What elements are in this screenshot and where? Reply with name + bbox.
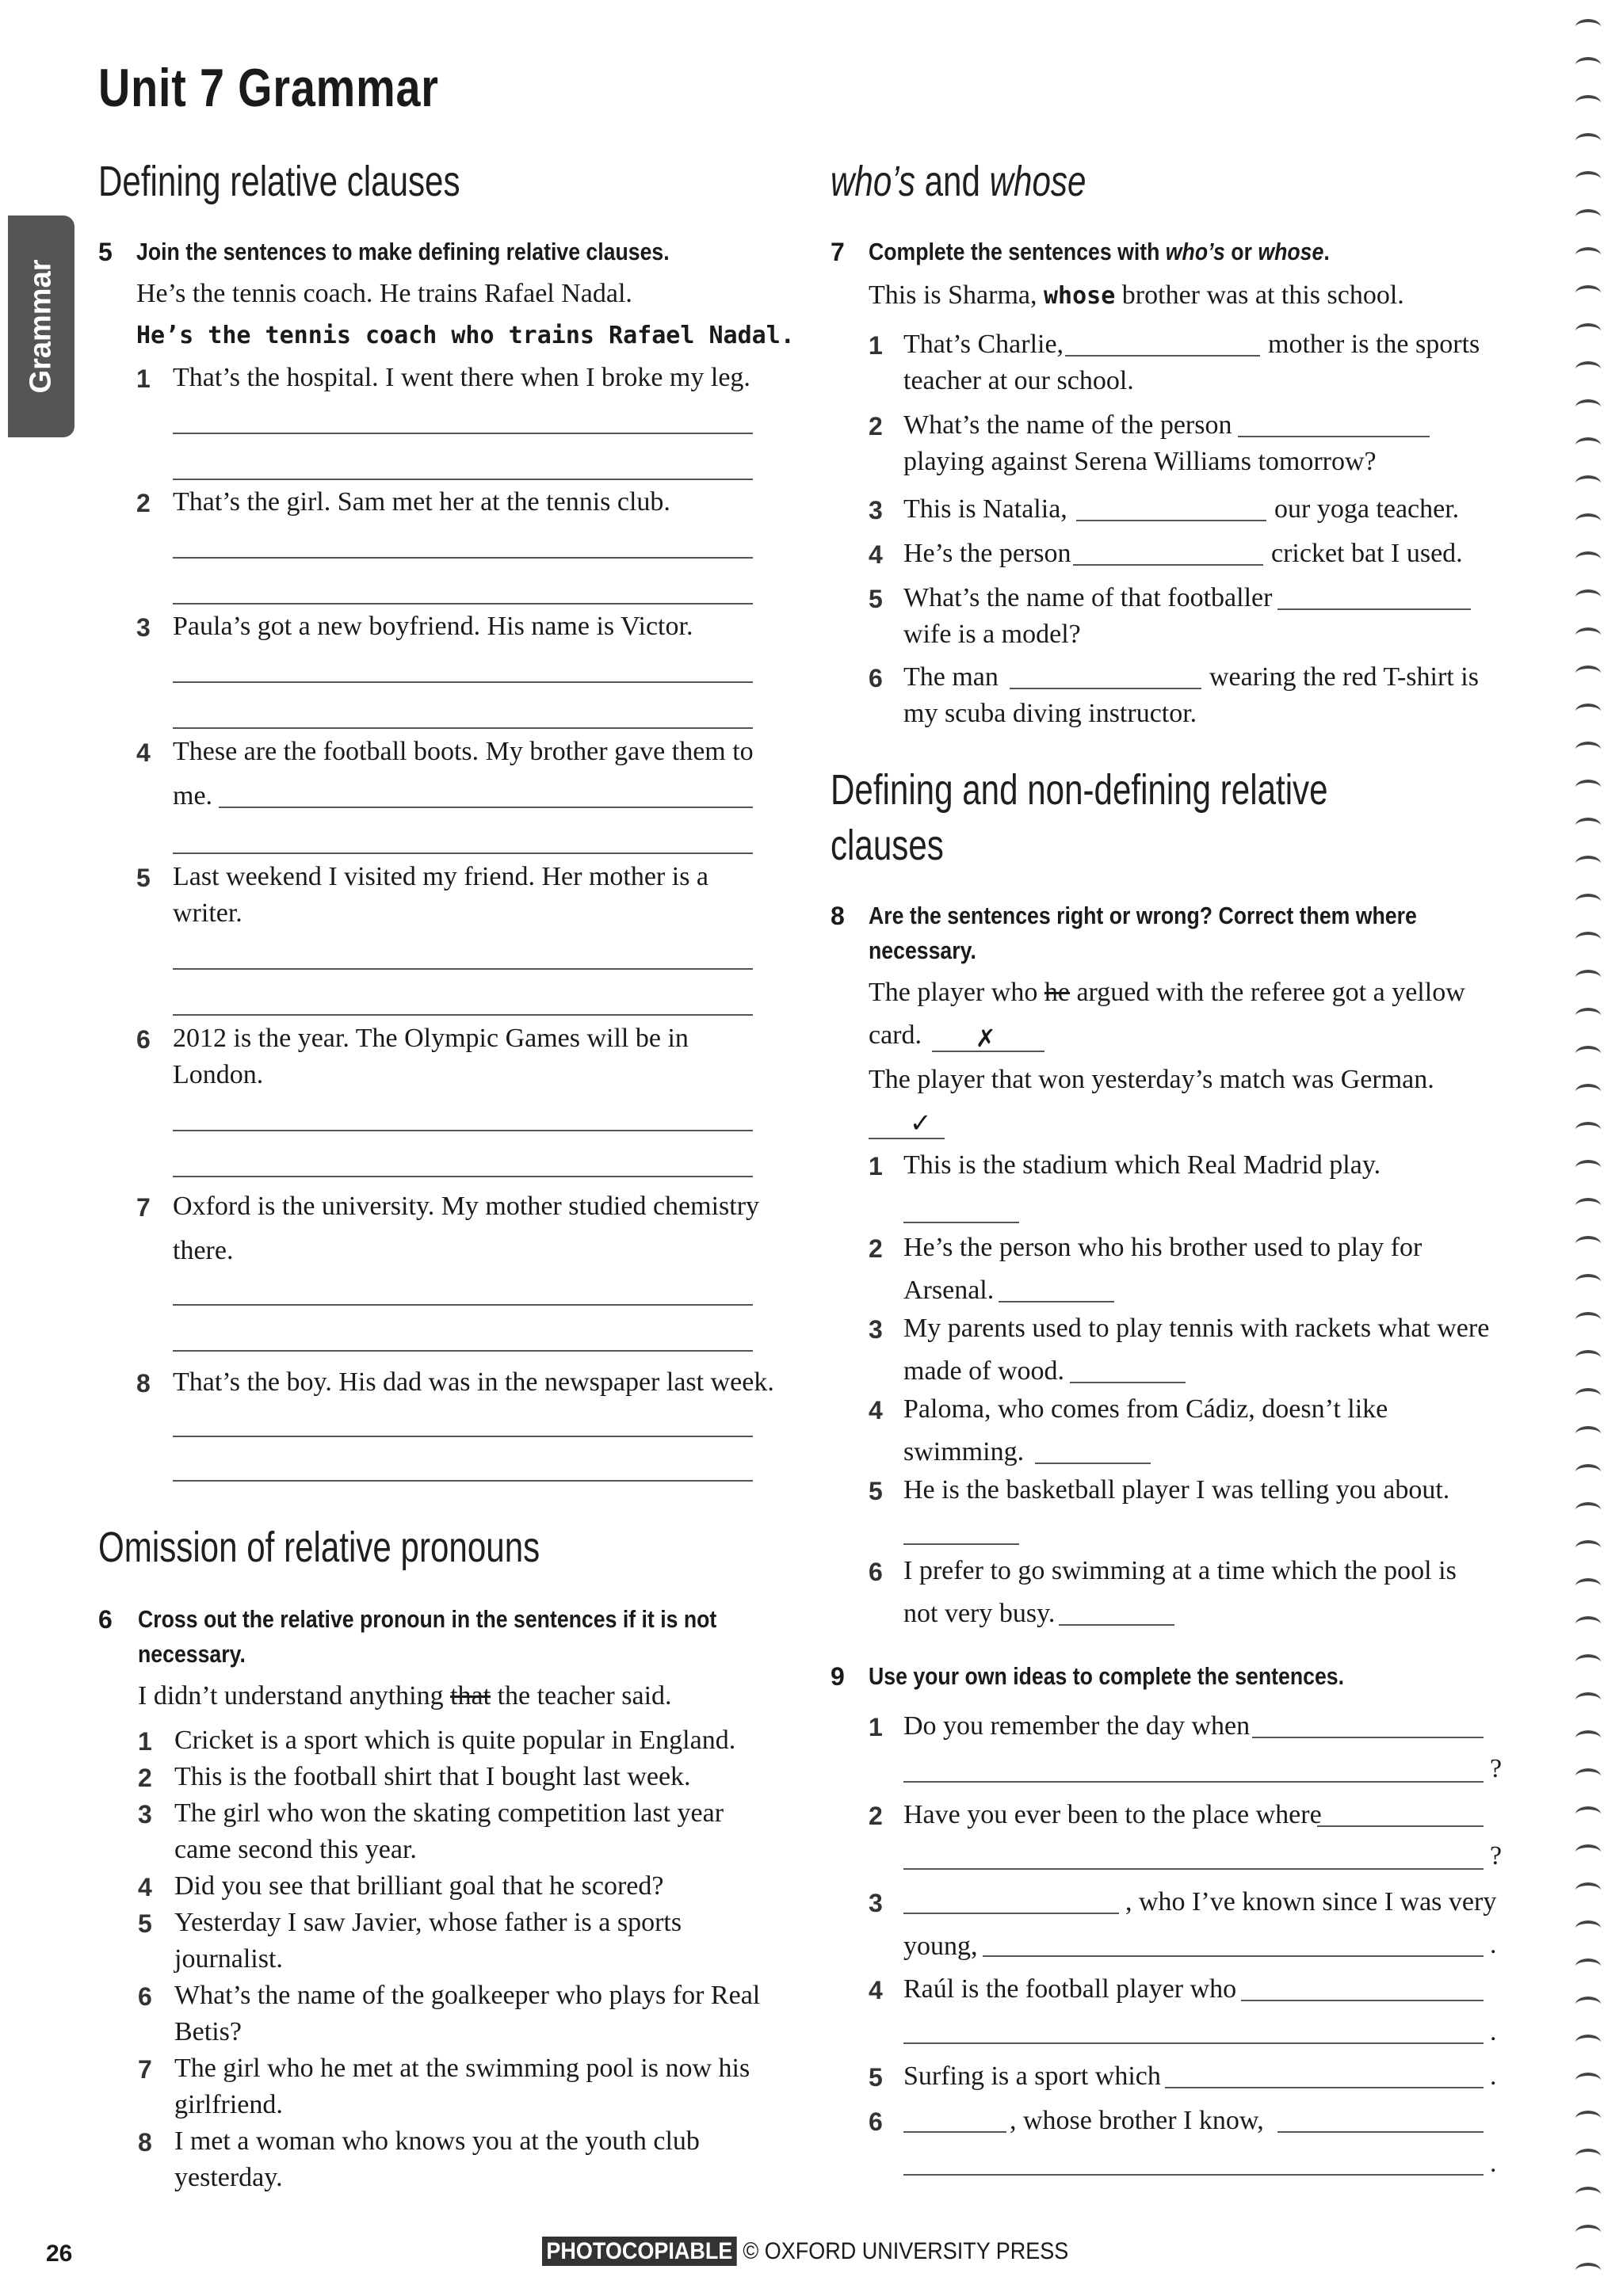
item-number: 6	[136, 1025, 151, 1054]
spiral-ring	[1575, 1312, 1601, 1328]
spiral-ring	[1575, 1882, 1601, 1898]
item-text: Do you remember the day when	[903, 1711, 1251, 1741]
exercise-6-example	[138, 1678, 672, 1714]
item-number: 2	[869, 1802, 883, 1830]
item-text: teacher at our school.	[903, 366, 1134, 395]
exercise-8-instruction-2: necessary.	[869, 936, 976, 964]
title-part: and	[915, 158, 990, 205]
answer-line[interactable]	[1065, 355, 1260, 357]
item-number: 2	[138, 1764, 152, 1792]
item-text: our yoga teacher.	[1274, 494, 1460, 524]
item-text: there.	[173, 1236, 234, 1265]
item-text: Paloma, who comes from Cádiz, doesn’t like	[903, 1394, 1388, 1424]
spiral-ring	[1575, 704, 1601, 719]
title-part: whose	[989, 158, 1086, 205]
example-text: the teacher said.	[491, 1681, 672, 1711]
section-title-defining-nondefining-2: clauses	[831, 822, 944, 869]
spiral-ring	[1575, 1730, 1601, 1746]
item-number: 5	[869, 2063, 883, 2092]
answer-line[interactable]	[173, 1350, 753, 1352]
answer-line[interactable]	[173, 1014, 753, 1016]
answer-line[interactable]	[173, 433, 753, 434]
spiral-ring	[1575, 1122, 1601, 1138]
item-text: Arsenal.	[903, 1276, 995, 1305]
item-text: , whose brother I know,	[1010, 2106, 1264, 2135]
answer-line[interactable]	[173, 557, 753, 559]
answer-line[interactable]	[903, 1868, 1484, 1870]
spiral-ring	[1575, 780, 1601, 795]
answer-line[interactable]	[903, 2042, 1484, 2044]
instruction-part: .	[1323, 238, 1330, 265]
item-number: 1	[869, 1152, 883, 1180]
item-text[interactable]: Did you see that brilliant goal that he scored?	[174, 1871, 664, 1901]
answer-line[interactable]	[1165, 2087, 1484, 2088]
spiral-ring	[1575, 1274, 1601, 1290]
item-number: 8	[136, 1369, 151, 1398]
item-text[interactable]: yesterday.	[174, 2163, 283, 2192]
item-number: 4	[136, 738, 151, 767]
spiral-ring	[1575, 133, 1601, 149]
answer-line[interactable]	[903, 1913, 1119, 1914]
answer-line[interactable]	[173, 681, 753, 683]
item-text: , who I’ve known since I was very	[1125, 1887, 1497, 1917]
item-number: 2	[136, 489, 151, 517]
answer-line[interactable]	[1073, 564, 1263, 566]
answer-line[interactable]	[173, 1304, 753, 1306]
spiral-ring	[1575, 209, 1601, 225]
spiral-ring	[1575, 361, 1601, 377]
item-text: London.	[173, 1060, 264, 1089]
item-text: These are the football boots. My brother gave them to	[173, 737, 754, 766]
spiral-ring	[1575, 247, 1601, 263]
item-text: Raúl is the football player who	[903, 1974, 1237, 2004]
spiral-ring	[1575, 1806, 1601, 1822]
section-title-whos-whose	[831, 157, 1086, 206]
item-number: 5	[869, 585, 883, 613]
example-text: brother was at this school.	[1115, 280, 1404, 310]
exercise-9-number: 9	[831, 1662, 845, 1691]
item-text: made of wood.	[903, 1356, 1065, 1386]
item-text[interactable]: The girl who won the skating competition last year	[174, 1798, 724, 1828]
item-number: 4	[869, 1396, 883, 1425]
item-text[interactable]: This is the football shirt that I bought last week.	[174, 1762, 691, 1791]
item-text: young,	[903, 1932, 978, 1961]
answer-line[interactable]	[903, 2131, 1006, 2133]
example-answer: whose	[1043, 282, 1116, 310]
spiral-ring	[1575, 285, 1601, 301]
answer-line	[869, 1138, 945, 1139]
spiral-ring	[1575, 627, 1601, 643]
unit-title: Unit 7 Grammar	[98, 58, 439, 118]
spiral-ring	[1575, 1464, 1601, 1480]
spiral-ring	[1575, 2035, 1601, 2050]
spiral-ring	[1575, 1540, 1601, 1556]
answer-line[interactable]	[903, 1781, 1484, 1783]
item-number: 3	[869, 496, 883, 524]
spiral-ring	[1575, 323, 1601, 339]
spiral-ring	[1575, 399, 1601, 415]
answer-line[interactable]	[903, 2174, 1484, 2176]
exercise-6-instruction: Cross out the relative pronoun in the sentences if it is not	[138, 1605, 717, 1633]
item-number: 3	[138, 1800, 152, 1829]
title-part: who’s	[831, 158, 915, 205]
exercise-5-instruction: Join the sentences to make defining relative clauses.	[136, 238, 670, 265]
exercise-5-example: He’s the tennis coach. He trains Rafael Nadal.	[136, 279, 632, 308]
cross-mark: ✗	[976, 1019, 995, 1054]
side-tab	[8, 215, 74, 437]
answer-line[interactable]	[983, 1955, 1484, 1957]
answer-line[interactable]	[1277, 2131, 1484, 2133]
item-number: 4	[869, 1976, 883, 2004]
item-text: Last weekend I visited my friend. Her mother is a	[173, 862, 709, 891]
spiral-ring	[1575, 1502, 1601, 1518]
item-text: my scuba diving instructor.	[903, 699, 1197, 728]
spiral-ring	[1575, 2073, 1601, 2088]
spiral-ring	[1575, 856, 1601, 871]
item-text[interactable]: Yesterday I saw Javier, whose father is a sports	[174, 1908, 682, 1937]
exercise-7-example	[869, 277, 1404, 315]
exercise-6-number: 6	[98, 1605, 113, 1634]
answer-line[interactable]	[1317, 1825, 1484, 1827]
item-text: The man	[903, 662, 999, 692]
item-text[interactable]: What’s the name of the goalkeeper who plays for Real	[174, 1981, 761, 2010]
spiral-ring	[1575, 932, 1601, 948]
spiral-ring	[1575, 171, 1601, 187]
spiral-ring	[1575, 1160, 1601, 1176]
example-text: This is Sharma,	[869, 280, 1044, 310]
answer-line[interactable]	[173, 603, 753, 605]
answer-line[interactable]	[903, 1222, 1019, 1223]
item-number: 5	[136, 864, 151, 892]
exercise-7-instruction	[869, 238, 1330, 266]
spiral-ring	[1575, 1654, 1601, 1670]
spiral-ring	[1575, 1844, 1601, 1860]
item-text: Have you ever been to the place where	[903, 1800, 1322, 1829]
item-text[interactable]: The girl who he met at the swimming pool is now his	[174, 2054, 750, 2083]
answer-line[interactable]	[1059, 1624, 1174, 1626]
exercise-9-instruction: Use your own ideas to complete the sentences.	[869, 1662, 1345, 1690]
spiral-ring	[1575, 1426, 1601, 1442]
spiral-ring	[1575, 2263, 1601, 2279]
spiral-ring	[1575, 894, 1601, 910]
spiral-ring	[1575, 1692, 1601, 1708]
item-number: 3	[136, 613, 151, 642]
item-number: 6	[138, 1982, 152, 2011]
item-text: That’s the hospital. I went there when I broke my leg.	[173, 363, 750, 392]
answer-line[interactable]	[1238, 436, 1430, 437]
answer-line[interactable]	[173, 852, 753, 854]
answer-line[interactable]	[999, 1301, 1114, 1302]
footer-text: © OXFORD UNIVERSITY PRESS	[743, 2238, 1069, 2264]
spiral-ring	[1575, 1350, 1601, 1366]
footer-copyright	[542, 2238, 1068, 2265]
spiral-ring	[1575, 1768, 1601, 1784]
answer-line[interactable]	[1076, 520, 1266, 521]
item-number: 6	[869, 2107, 883, 2136]
item-text: He’s the person	[903, 539, 1071, 568]
answer-line[interactable]	[173, 727, 753, 729]
item-number: 6	[869, 664, 883, 692]
spiral-ring	[1575, 1958, 1601, 1974]
item-text: wife is a model?	[903, 620, 1081, 649]
check-mark: ✓	[911, 1104, 930, 1139]
spiral-ring	[1575, 551, 1601, 567]
item-number: 3	[869, 1315, 883, 1344]
side-tab-label: Grammar	[24, 259, 58, 394]
section-title-omission: Omission of relative pronouns	[98, 1524, 540, 1571]
exercise-8-example-1	[869, 974, 1465, 1011]
spiral-ring	[1575, 475, 1601, 491]
item-number: 2	[869, 1234, 883, 1263]
item-number: 5	[138, 1909, 152, 1938]
spiral-ring	[1575, 1198, 1601, 1214]
period-mark: .	[1490, 2149, 1497, 2178]
item-text: not very busy.	[903, 1599, 1056, 1628]
answer-line[interactable]	[1010, 688, 1201, 689]
item-number: 1	[136, 364, 151, 393]
item-text: He’s the person who his brother used to play for	[903, 1233, 1423, 1262]
exercise-5-number: 5	[98, 238, 113, 266]
item-text: mother is the sports	[1268, 330, 1480, 359]
instruction-part: who’s	[1165, 238, 1225, 265]
question-mark: ?	[1490, 1841, 1503, 1871]
item-text: I prefer to go swimming at a time which the pool is	[903, 1556, 1457, 1585]
item-text: writer.	[173, 898, 242, 928]
spiral-ring	[1575, 1388, 1601, 1404]
answer-line[interactable]	[173, 479, 753, 480]
spiral-ring	[1575, 1046, 1601, 1062]
example-struck-word: that	[450, 1681, 491, 1711]
item-text: Oxford is the university. My mother studied chemistry	[173, 1192, 760, 1221]
exercise-6-instruction-2: necessary.	[138, 1640, 246, 1668]
spiral-ring	[1575, 1236, 1601, 1252]
answer-line[interactable]	[903, 1543, 1019, 1545]
example-struck-word: he	[1044, 978, 1070, 1007]
spiral-ring	[1575, 2187, 1601, 2203]
item-number: 1	[869, 331, 883, 360]
item-text: Surfing is a sport which	[903, 2061, 1161, 2091]
item-text: swimming.	[903, 1437, 1025, 1466]
photocopiable-badge: PHOTOCOPIABLE	[542, 2237, 737, 2266]
exercise-8-instruction: Are the sentences right or wrong? Correct them where	[869, 902, 1417, 929]
spiral-ring	[1575, 818, 1601, 833]
spiral-ring	[1575, 513, 1601, 529]
spiral-ring	[1575, 1008, 1601, 1024]
item-text[interactable]: I met a woman who knows you at the youth club	[174, 2126, 700, 2156]
item-number: 1	[138, 1727, 152, 1756]
item-number: 4	[138, 1873, 152, 1901]
item-text[interactable]: Cricket is a sport which is quite popular in England.	[174, 1726, 736, 1755]
answer-line[interactable]	[1070, 1382, 1186, 1383]
item-number: 1	[869, 1713, 883, 1741]
spiral-ring	[1575, 1997, 1601, 2012]
item-number: 4	[869, 540, 883, 569]
spiral-ring	[1575, 19, 1601, 35]
item-text: My parents used to play tennis with rackets what were	[903, 1314, 1490, 1343]
item-text: He is the basketball player I was telling you about.	[903, 1475, 1450, 1505]
item-text: What’s the name of the person	[903, 410, 1232, 440]
example-text: I didn’t understand anything	[138, 1681, 451, 1711]
section-title-defining-nondefining: Defining and non-defining relative	[831, 766, 1328, 814]
item-text[interactable]: girlfriend.	[174, 2090, 283, 2119]
item-number: 6	[869, 1558, 883, 1586]
spiral-ring	[1575, 1920, 1601, 1936]
item-number: 2	[869, 412, 883, 441]
item-text[interactable]: journalist.	[174, 1944, 283, 1974]
item-text: Paula’s got a new boyfriend. His name is Victor.	[173, 612, 693, 641]
spiral-ring	[1575, 95, 1601, 111]
spiral-ring	[1575, 2149, 1601, 2164]
item-text: wearing the red T-shirt is	[1209, 662, 1479, 692]
answer-line[interactable]	[173, 1480, 753, 1482]
item-text: me.	[173, 781, 213, 810]
exercise-7-number: 7	[831, 238, 845, 266]
item-text: That’s the boy. His dad was in the newspaper last week.	[173, 1367, 774, 1397]
spiral-ring	[1575, 1578, 1601, 1594]
answer-line[interactable]	[1241, 2000, 1484, 2001]
item-text: This is Natalia,	[903, 494, 1067, 524]
answer-line[interactable]	[173, 1176, 753, 1177]
section-title-defining: Defining relative clauses	[98, 158, 460, 205]
spiral-ring	[1575, 437, 1601, 453]
instruction-part: whose	[1258, 238, 1324, 265]
instruction-part: Complete the sentences with	[869, 238, 1166, 265]
item-text: What’s the name of that footballer	[903, 583, 1273, 612]
spiral-ring	[1575, 742, 1601, 757]
item-text: That’s the girl. Sam met her at the tennis club.	[173, 487, 670, 517]
example-text: The player who	[869, 978, 1044, 1007]
example-text: argued with the referee got a yellow	[1069, 978, 1465, 1007]
period-mark: .	[1490, 1930, 1497, 1959]
item-text[interactable]: came second this year.	[174, 1835, 417, 1864]
spiral-ring	[1575, 666, 1601, 681]
item-number: 5	[869, 1477, 883, 1505]
exercise-8-number: 8	[831, 902, 845, 930]
answer-line[interactable]	[173, 1436, 753, 1437]
exercise-5-example-answer: He’s the tennis coach who trains Rafael Nadal.	[136, 322, 795, 349]
spiral-ring	[1575, 2111, 1601, 2126]
answer-line[interactable]	[173, 1130, 753, 1131]
answer-line[interactable]	[219, 807, 753, 808]
answer-line[interactable]	[1035, 1463, 1151, 1464]
item-number: 7	[136, 1193, 151, 1222]
item-number: 3	[869, 1889, 883, 1917]
item-number: 8	[138, 2128, 152, 2157]
item-text[interactable]: Betis?	[174, 2017, 242, 2046]
answer-line[interactable]	[1252, 1737, 1484, 1738]
spiral-ring	[1575, 589, 1601, 605]
example-text: The player that won yesterday’s match was German.	[869, 1065, 1434, 1094]
item-text: That’s Charlie,	[903, 330, 1064, 359]
answer-line[interactable]	[173, 968, 753, 970]
spiral-ring	[1575, 57, 1601, 73]
item-text: cricket bat I used.	[1271, 539, 1463, 568]
spiral-ring	[1575, 970, 1601, 986]
item-text: playing against Serena Williams tomorrow?	[903, 447, 1377, 476]
period-mark: .	[1490, 2017, 1497, 2046]
spiral-ring	[1575, 2225, 1601, 2241]
item-text: 2012 is the year. The Olympic Games will be in	[173, 1024, 689, 1053]
answer-line[interactable]	[1277, 608, 1471, 610]
period-mark: .	[1490, 2061, 1497, 2091]
item-number: 7	[138, 2055, 152, 2084]
question-mark: ?	[1490, 1754, 1503, 1783]
spiral-ring	[1575, 1084, 1601, 1100]
page-number: 26	[46, 2241, 73, 2267]
spiral-ring	[1575, 1616, 1601, 1632]
item-text: This is the stadium which Real Madrid play.	[903, 1150, 1381, 1180]
example-text: card.	[869, 1020, 922, 1050]
instruction-part: or	[1224, 238, 1258, 265]
